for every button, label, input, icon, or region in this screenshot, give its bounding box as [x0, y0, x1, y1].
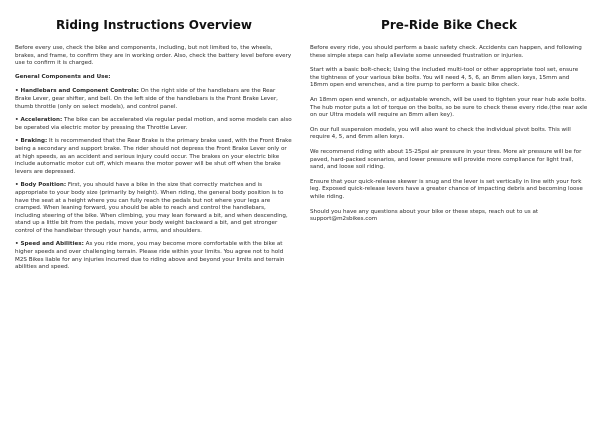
check-paragraph: An 18mm open end wrench, or adjustable wrench, will be used to tighten your rear hub axle bolts. The hub motor puts a lot of torque on the bolts, so be sure to check these every ride.(the rear axle on our Ultra models will require an 8mm allen key).: [310, 96, 588, 119]
item-label: • Acceleration:: [15, 117, 63, 124]
contact-paragraph: Should you have any questions about your bike or these steps, reach out to us at support@m2sbikes.com: [310, 208, 539, 223]
instruction-acceleration: [15, 117, 293, 132]
item-text: As you ride more, you may become more comfortable with the bike at higher speeds and over challenging terrain. Please ride within your limits. You agree not to hold M2S Bikes liable for any injuries incurred due to riding above and beyond your limits and terrain abilities and speed.: [15, 241, 285, 271]
pre-ride-check-title: Pre-Ride Bike Check: [381, 18, 517, 32]
item-label: • Braking:: [15, 138, 48, 145]
instruction-speed: [15, 241, 293, 271]
pre-ride-check-column: [310, 10, 588, 231]
instruction-handlebars: [15, 88, 293, 111]
riding-instructions-column: [15, 10, 293, 278]
item-label: • Body Position:: [15, 182, 67, 189]
item-text: First, you should have a bike in the size that correctly matches and is appropriate to your body size (primarily by height). When riding, the general body position is to have the seat at a height where you can fully reach the pedals but not where your legs are cramped. When leaning forward, you should be able to reach and control the handlebars, including steering of the bike. When climbing, you may lean forward a bit, and when descending, stand up a little bit from the pedals, move your body weight backward a bit, and get stronger control of the handlebar through your hands, arms, and shoulders.: [15, 182, 288, 234]
check-paragraph: On our full suspension models, you will also want to check the individual pivot bolts. This will require 4, 5, and 6mm allen keys.: [310, 126, 571, 141]
general-components-subheading: General Components and Use:: [15, 73, 111, 80]
item-text: It is recommended that the Rear Brake is the primary brake used, with the Front Brake being a secondary and support brake. The rider should not depress the Front Brake Lever only or at high speeds, as an accident and serious injury could occur. The brakes on your electric bike include automatic motor cut off, which means the motor power will be shut off when the brake levers are depressed.: [15, 138, 292, 175]
riding-instructions-title: Riding Instructions Overview: [55, 18, 253, 32]
item-text: On the right side of the handlebars are the Rear Brake Lever, gear shifter, and bell. On the left side of the handlebars is the Front Brake Lever, thumb throttle (only on select models), and control panel.: [15, 88, 278, 110]
check-paragraph: Start with a basic bolt-check; Using the included multi-tool or other appropriate tool set, ensure the tightness of your various bike bolts. You will need 4, 5, 6, an 8mm allen keys, 15mm and 18mm open end wrenches, and a tire pump to perform a basic bike check.: [310, 67, 579, 89]
item-label: • Handlebars and Component Controls:: [15, 88, 139, 95]
instruction-braking: [15, 138, 293, 176]
check-paragraph: Ensure that your quick-release skewer is snug and the lever is set vertically in line with your fork leg. Exposed quick-release levers have a greater chance of impacting debris and becoming loose while riding.: [310, 178, 583, 200]
intro-paragraph: Before every use, check the bike and components, including, but not limited to, the wheels, brakes, and frame, to confirm they are in working order. Also, check the battery level before every use to confirm it is charged.: [15, 45, 292, 67]
check-paragraph: We recommend riding with about 15-25psi air pressure in your tires. More air pressure will be for paved, hard-packed scenarios, and lower pressure will provide more compliance for light trail, sand, and loose soil riding.: [310, 148, 582, 171]
check-paragraph: Before every ride, you should perform a basic safety check. Accidents can happen, and following these simple steps can help alleviate some unneeded frustration or injuries.: [310, 45, 582, 59]
instruction-body-position: [15, 182, 293, 235]
item-text: The bike can be accelerated via regular pedal motion, and some models can also be operated via electric motor by pressing the Throttle Lever.: [15, 117, 292, 131]
item-label: • Speed and Abilities:: [15, 241, 84, 248]
